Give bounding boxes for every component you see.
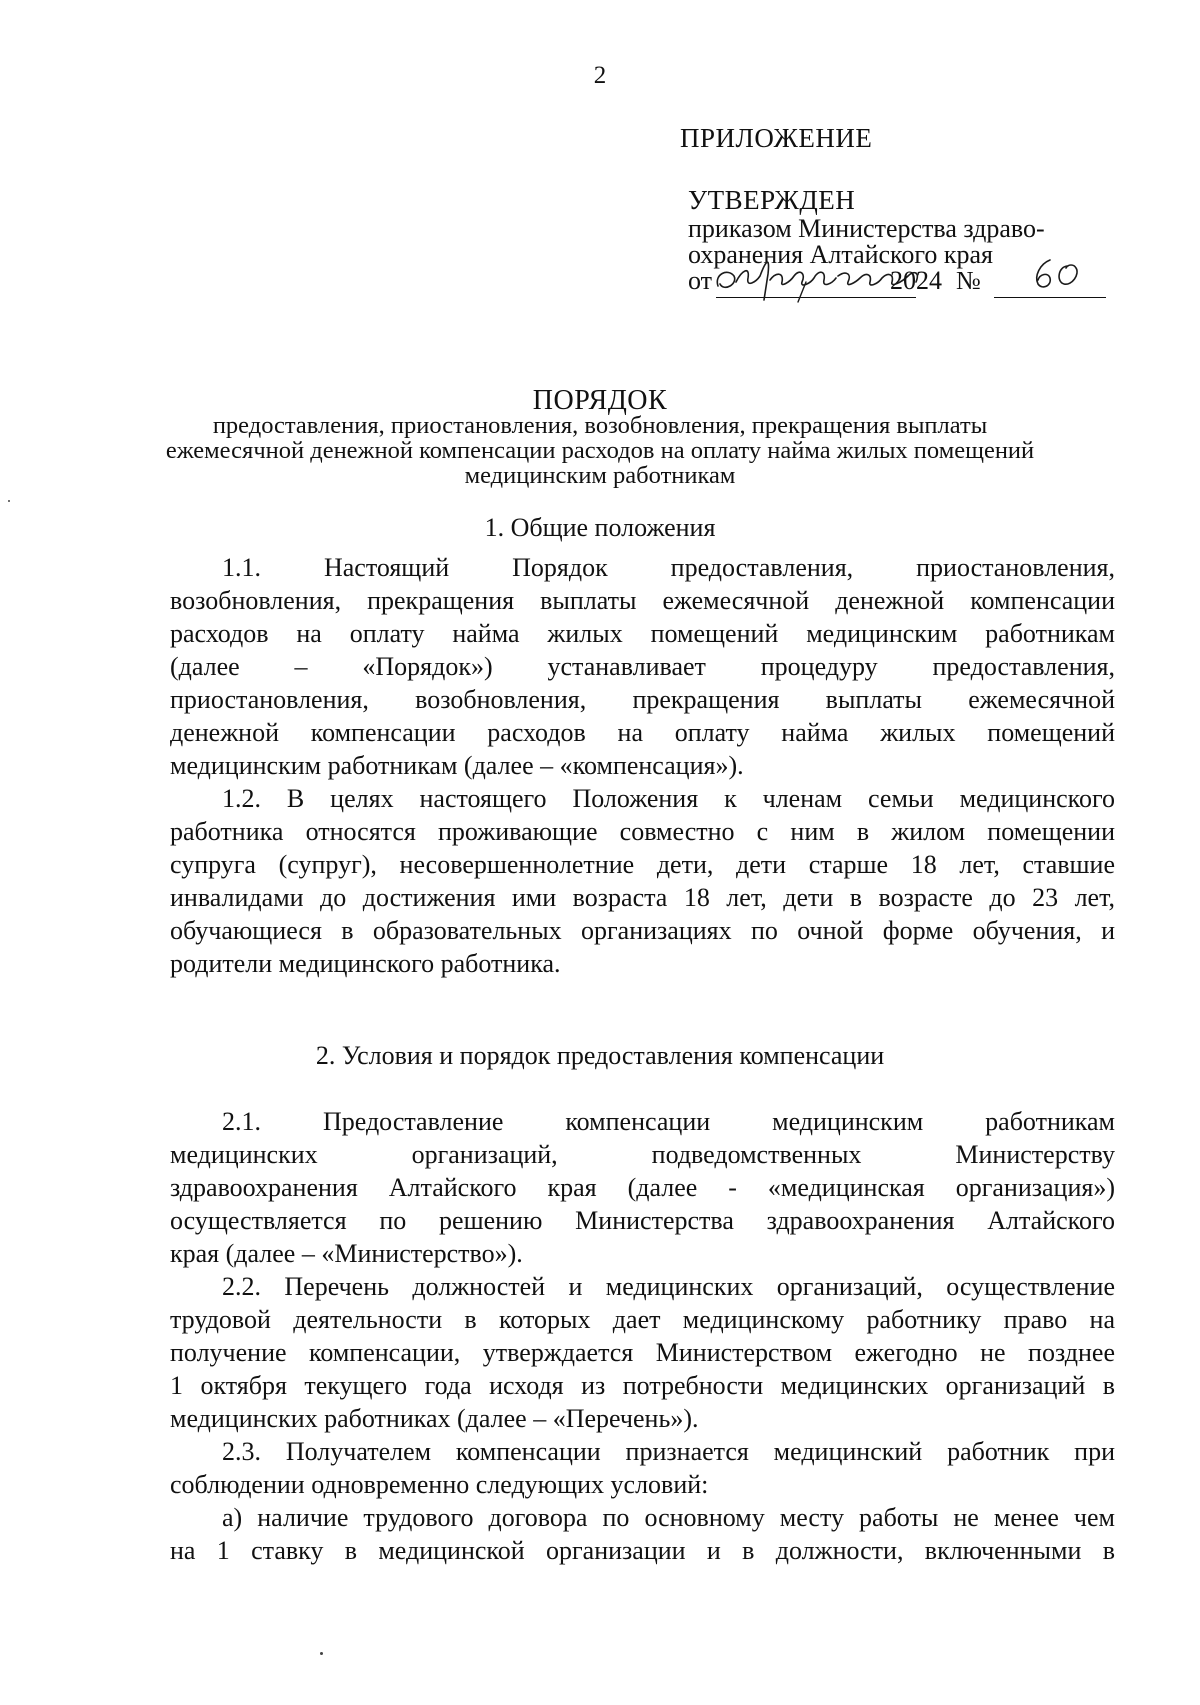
number-prefix: № (956, 266, 981, 295)
page-number: 2 (593, 62, 607, 89)
section-2-line: медицинских организаций, подведомственных Министерству (170, 1140, 1115, 1169)
section-2-line: края (далее – «Министерство»). (170, 1239, 523, 1268)
appendix-label: ПРИЛОЖЕНИЕ (680, 123, 873, 153)
document-subtitle: предоставления, приостановления, возобновления, прекращения выплаты ежемесячной денежной компенсации расходов на оплату найма жилых помещений медицинским работникам (165, 412, 1035, 489)
section-2-line: 2.3. Получателем компенсации признается медицинский работник при (222, 1437, 1115, 1466)
section-2-line: получение компенсации, утверждается Министерством ежегодно не позднее (170, 1338, 1115, 1367)
section-1-line: (далее – «Порядок») устанавливает процедуру предоставления, (170, 652, 1115, 681)
approved-by-line-1: приказом Министерства здраво- (688, 214, 1045, 243)
approved-label: УТВЕРЖДЕН (688, 185, 856, 215)
date-prefix: от (688, 266, 713, 295)
section-1-line: 1.2. В целях настоящего Положения к членам семьи медицинского (222, 784, 1115, 813)
document-title: ПОРЯДОК (532, 385, 668, 416)
section-2-line: 2.2. Перечень должностей и медицинских организаций, осуществление (222, 1272, 1115, 1301)
section-1-line: родители медицинского работника. (170, 949, 561, 978)
section-1-line: возобновления, прекращения выплаты ежемесячной денежной компенсации (170, 586, 1115, 615)
section-1-line: работника относятся проживающие совместно с ним в жилом помещении (170, 817, 1115, 846)
scan-speck (8, 500, 10, 502)
section-1-line: денежной компенсации расходов на оплату найма жилых помещений (170, 718, 1115, 747)
section-2-line: 2.1. Предоставление компенсации медицинским работникам (222, 1107, 1115, 1136)
section-2-line: медицинских работниках (далее – «Перечень»). (170, 1404, 699, 1433)
section-2-line: на 1 ставку в медицинской организации и в должности, включенными в (170, 1536, 1115, 1565)
section-1-line: супруга (супруг), несовершеннолетние дети, дети старше 18 лет, ставшие (170, 850, 1115, 879)
handwritten-number (1030, 254, 1086, 292)
section-1-line: медицинским работникам (далее – «компенсация»). (170, 751, 744, 780)
section-2-line: трудовой деятельности в которых дает медицинскому работнику право на (170, 1305, 1115, 1334)
order-year: 2024 (890, 266, 942, 295)
scan-speck (320, 1652, 323, 1655)
section-2-line: а) наличие трудового договора по основному месту работы не менее чем (222, 1503, 1115, 1532)
section-2-line: здравоохранения Алтайского края (далее - «медицинская организация») (170, 1173, 1115, 1202)
number-blank-line (994, 297, 1106, 298)
section-2-line: соблюдении одновременно следующих условий: (170, 1470, 709, 1499)
section-2-line: 1 октября текущего года исходя из потребности медицинских организаций в (170, 1371, 1115, 1400)
section-2-heading: 2. Условия и порядок предоставления компенсации (315, 1041, 885, 1070)
approved-by-line-2: охранения Алтайского края (688, 240, 994, 269)
section-1-heading: 1. Общие положения (484, 513, 716, 542)
section-1-line: обучающиеся в образовательных организациях по очной форме обучения, и (170, 916, 1115, 945)
section-1-line: приостановления, возобновления, прекращения выплаты ежемесячной (170, 685, 1115, 714)
section-1-line: расходов на оплату найма жилых помещений медицинским работникам (170, 619, 1115, 648)
section-1-line: 1.1. Настоящий Порядок предоставления, приостановления, (222, 553, 1115, 582)
section-1-line: инвалидами до достижения ими возраста 18 лет, дети в возрасте до 23 лет, (170, 883, 1115, 912)
order-date-number-line (688, 266, 1108, 300)
section-2-line: осуществляется по решению Министерства здравоохранения Алтайского (170, 1206, 1115, 1235)
